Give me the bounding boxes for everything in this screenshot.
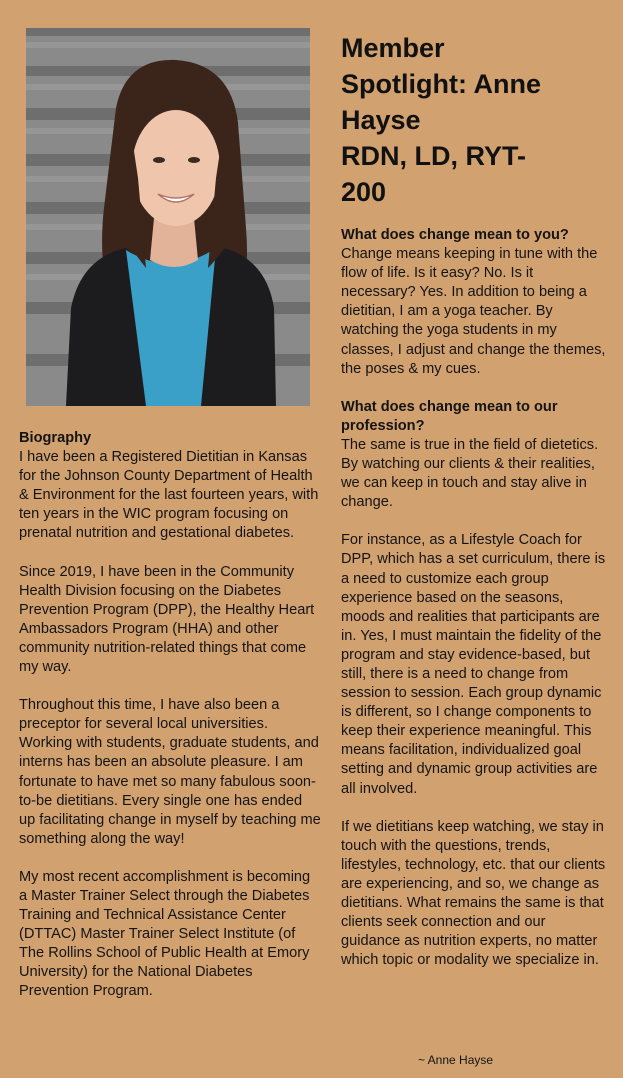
title-line-4: RDN, LD, RYT- (341, 141, 526, 171)
biography-paragraph-3: Throughout this time, I have also been a preceptor for several local universities. Working with students, graduate students, and interns has been an absolute pleasure. I am fortunate to have met so many fabulous soon-to-be dietitians. Every single one has ended up facilitating change in myself by teaching me something along the way! (19, 697, 321, 847)
biography-section (19, 429, 321, 1021)
qa-item (341, 226, 607, 379)
biography-paragraph-2: Since 2019, I have been in the Community Health Division focusing on the Diabetes Prevention Program (DPP), the Healthy Heart Ambassadors Program (HHA) and other community nutrition-related things that come my way. (19, 563, 315, 676)
extra-paragraph-1: For instance, as a Lifestyle Coach for DPP, which has a set curriculum, there is a need to customize each group experience based on the seasons, moods and realities that participants are in. Yes, I must maintain the fidelity of the program and stay evidence-based, but still, there is a need to change from session to session. Each group dynamic is different, so I change components to keep their experience meaningful. This means facilitation, individualized goal setting and dynamic group activities are all involved. (341, 532, 606, 797)
question-1: What does change mean to you? (341, 227, 569, 243)
page-title (341, 30, 607, 210)
answer-1: Change means keeping in tune with the flow of life. Is it easy? No. Is it necessary? Yes. In addition to being a dietitian, I am a yoga teacher. By watching the yoga students in my classes, I adjust and change the themes, the poses & my cues. (341, 246, 606, 377)
title-line-5: 200 (341, 177, 387, 207)
extra-paragraph-2: If we dietitians keep watching, we stay in touch with the questions, trends, lifestyles, technology, etc. that our clients are experiencing, and so, we change as dietitians. What remains the same is that clients seek connection and our guidance as nutrition experts, no matter which topic or modality we specialize in. (341, 818, 606, 969)
answer-2: The same is true in the field of dietetics. By watching our clients & their realities, we can keep in touch and stay alive in change. (341, 436, 599, 511)
biography-paragraph-4: My most recent accomplishment is becoming a Master Trainer Select through the Diabetes Training and Technical Assistance Center (DTTAC) Master Trainer Select Institute (of The Rollins School of Public Health at Emory University) for the National Diabetes Prevention Program. (19, 868, 311, 1000)
spotlight-column (341, 30, 607, 989)
title-line-3: Hayse (341, 105, 421, 135)
signature: ~ Anne Hayse (418, 1053, 494, 1067)
title-line-2: Spotlight: Anne (341, 69, 541, 99)
qa-item (341, 398, 607, 513)
portrait-photo (26, 28, 310, 406)
biography-heading: Biography (19, 430, 92, 446)
title-line-1: Member (341, 33, 445, 63)
question-2: What does change mean to our profession? (341, 398, 558, 434)
biography-paragraph-1: I have been a Registered Dietitian in Kansas for the Johnson County Department of Health & Environment for the last fourteen years, with ten years in the WIC program focusing on prenatal nutrition and gestational diabetes. (19, 449, 319, 542)
